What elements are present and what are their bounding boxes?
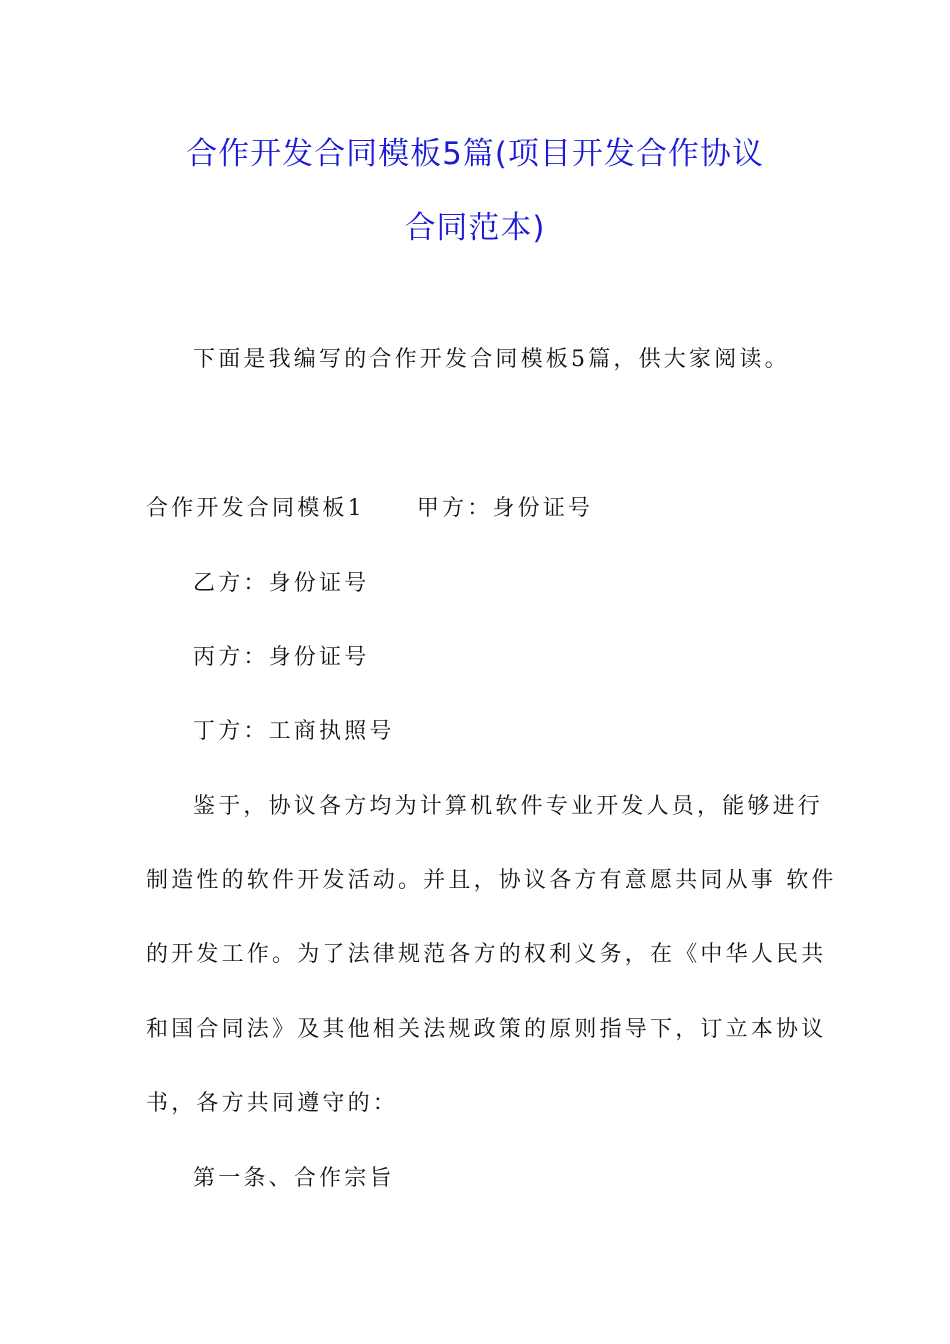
document-title-line-1: 合作开发合同模板5篇(项目开发合作协议 <box>186 136 764 172</box>
party-yi: 乙方：身份证号 <box>193 571 370 596</box>
section-heading: 合作开发合同模板1 <box>146 496 365 521</box>
article-1-heading: 第一条、合作宗旨 <box>193 1166 395 1191</box>
party-ding: 丁方：工商执照号 <box>193 719 395 744</box>
body-line-2: 制造性的软件开发活动。并且，协议各方有意愿共同从事 软件 <box>146 868 837 893</box>
intro-paragraph: 下面是我编写的合作开发合同模板5篇，供大家阅读。 <box>193 347 790 372</box>
body-line-5: 书，各方共同遵守的： <box>146 1091 399 1116</box>
document-title-line-2: 合同范本) <box>404 210 546 246</box>
party-bing: 丙方：身份证号 <box>193 645 370 670</box>
party-jia: 甲方：身份证号 <box>416 496 594 521</box>
body-line-3: 的开发工作。为了法律规范各方的权利义务，在《中华人民共 <box>146 942 827 967</box>
body-line-1: 鉴于，协议各方均为计算机软件专业开发人员，能够进行 <box>193 794 824 819</box>
section-heading-row <box>146 494 593 524</box>
body-line-4: 和国合同法》及其他相关法规政策的原则指导下，订立本协议 <box>146 1017 827 1042</box>
